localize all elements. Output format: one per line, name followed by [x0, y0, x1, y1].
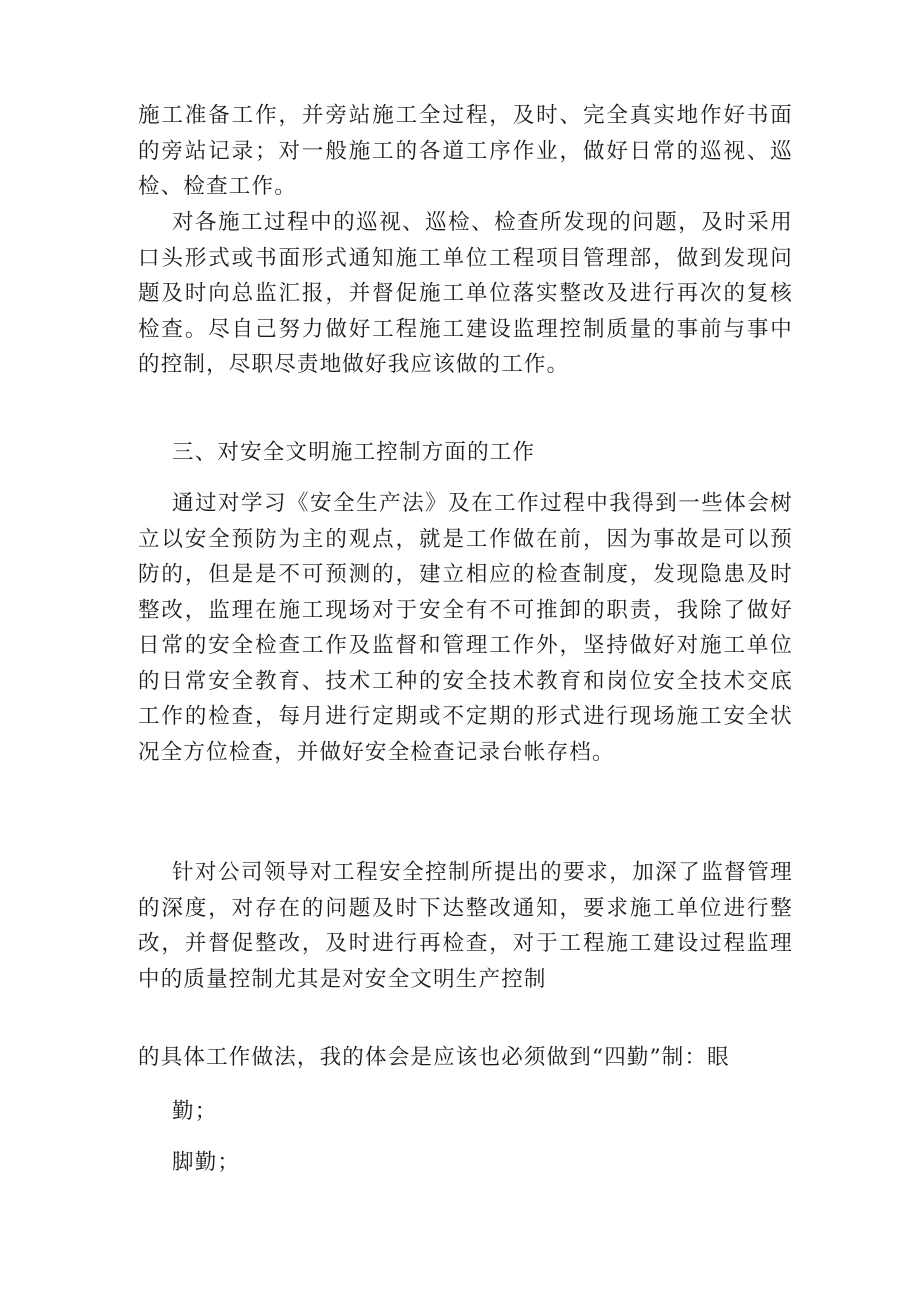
paragraph-3: 通过对学习《安全生产法》及在工作过程中我得到一些体会树立以安全预防为主的观点，就是工作做在前，因为事故是可以预防的，但是是不可预测的，建立相应的检查制度，发现隐患及时整改，监理在施工现场对于安全有不可推卸的职责，我除了做好日常的安全检查工作及监督和管理工作外，坚持做好对施工单位的日常安全教育、技术工种的安全技术教育和岗位安全技术交底工作的检查，每月进行定期或不定期的形式进行现场施工安全状况全方位检查，并做好安全检查记录台帐存档。: [138, 491, 793, 765]
paragraph-4: 针对公司领导对工程安全控制所提出的要求，加深了监督管理的深度，对存在的问题及时下达整改通知，要求施工单位进行整改，并督促整改，及时进行再检查，对于工程施工建设过程监理中的质量控制尤其是对安全文明生产控制: [138, 860, 793, 992]
paragraph-2: 对各施工过程中的巡视、巡检、检查所发现的问题，及时采用口头形式或书面形式通知施工单位工程项目管理部，做到发现问题及时向总监汇报，并督促施工单位落实整改及进行再次的复核检查。尽自己努力做好工程施工建设监理控制质量的事前与事中的控制，尽职尽责地做好我应该做的工作。: [138, 210, 793, 377]
paragraph-6: 勤；: [172, 1099, 218, 1124]
section-heading: 三、对安全文明施工控制方面的工作: [172, 440, 536, 465]
paragraph-7: 脚勤；: [172, 1150, 241, 1175]
paragraph-1: 施工准备工作，并旁站施工全过程，及时、完全真实地作好书面的旁站记录；对一般施工的各道工序作业，做好日常的巡视、巡检、检查工作。: [138, 103, 793, 199]
paragraph-5: 的具体工作做法，我的体会是应该也必须做到“四勤”制：眼: [138, 1045, 730, 1070]
